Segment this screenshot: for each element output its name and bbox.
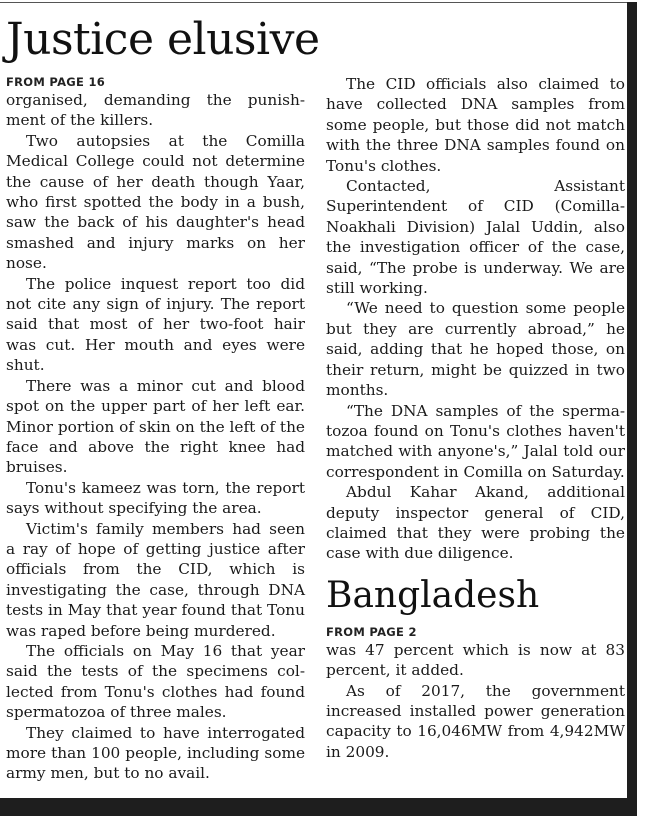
jump-line: FROM PAGE 16: [6, 75, 106, 89]
page-bottom-border: [0, 798, 637, 816]
paragraph: They claimed to have interrogated more than 100 people, including some army men, but to no avail.: [6, 723, 305, 783]
paragraph: “We need to question some people but they are currently abroad,” he said, adding that he hoped those, on their return, might be quizzed in two months.: [326, 299, 625, 400]
paragraph: The officials on May 16 that year said the tests of the specimens collected from Tonu's clothes had found spermatozoa of three males.: [6, 641, 305, 722]
paragraph: “The DNA samples of the spermatozoa found on Tonu's clothes haven't matched with anyone's,” Jalal told our correspondent in Comilla on Saturday.: [326, 401, 625, 481]
paragraph: Tonu's kameez was torn, the report says without specifying the area.: [6, 478, 305, 518]
paragraph: The CID officials also claimed to have collected DNA samples from some people, but those did not match with the three DNA samples found on Tonu's clothes.: [326, 75, 625, 175]
page-top-rule: [0, 2, 627, 3]
jump-line: FROM PAGE 2: [326, 624, 417, 639]
article-column-right: [326, 74, 625, 762]
article-column-left: [6, 74, 305, 784]
headline: Justice elusive: [6, 14, 320, 65]
paragraph: organised, demanding the punishment of the killers.: [6, 91, 305, 130]
paragraph: The police inquest report too did not cite any sign of injury. The report said that most of her two-foot hair was cut. Her mouth and eyes were shut.: [6, 274, 305, 375]
second-headline: Bangladesh: [326, 574, 540, 616]
paragraph: There was a minor cut and blood spot on the upper part of her left ear. Minor portion of skin on the left of the face and above the right knee had bruises.: [6, 376, 305, 477]
paragraph: Contacted, Assistant Superintendent of CID (Comilla-Noakhali Division) Jalal Uddin, also the investigation officer of the case, said, “The probe is underway. We are still working.: [326, 177, 625, 298]
paragraph: was 47 percent which is now at 83 percent, it added.: [326, 640, 625, 680]
paragraph: Victim's family members had seen a ray of hope of getting justice after officials from the CID, which is investigating the case, through DNA tests in May that year found that Tonu was raped before being murdered.: [6, 519, 305, 640]
paragraph: As of 2017, the government increased installed power generation capacity to 16,046MW from 4,942MW in 2009.: [326, 681, 625, 761]
page-right-border: [627, 2, 637, 798]
paragraph: Abdul Kahar Akand, additional deputy inspector general of CID, claimed that they were probing the case with due diligence.: [326, 483, 625, 563]
paragraph: Two autopsies at the Comilla Medical College could not determine the cause of her death though Yaar, who first spotted the body in a bush, saw the back of his daughter's head smashed and injury marks on her nose.: [6, 131, 305, 273]
